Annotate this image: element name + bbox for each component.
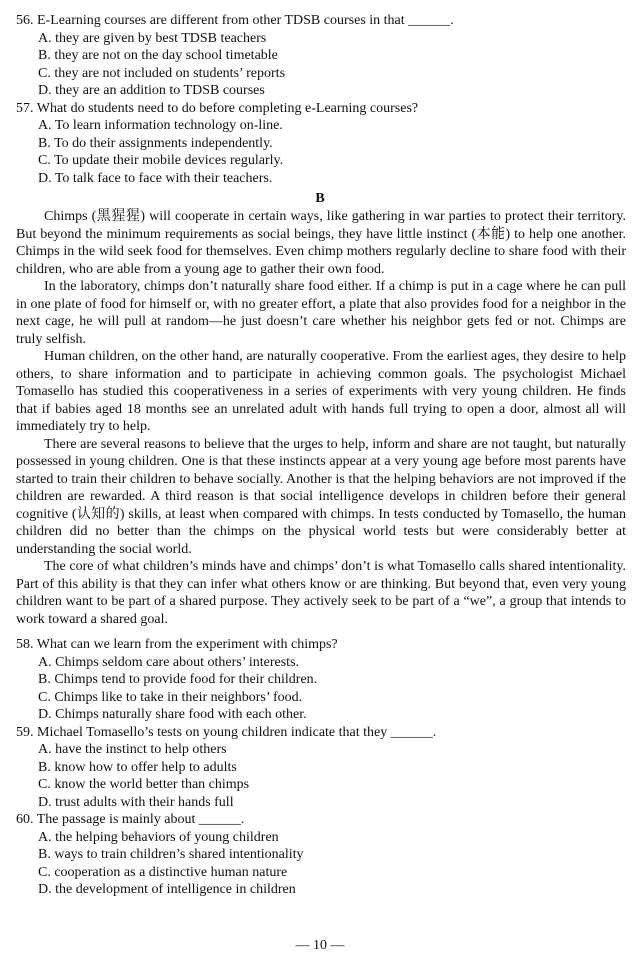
question-stem: 58. What can we learn from the experiment with chimps? bbox=[16, 637, 338, 652]
option-a: A. Chimps seldom care about others’ interests. bbox=[38, 654, 300, 670]
option-list bbox=[16, 741, 626, 811]
question-60 bbox=[16, 811, 626, 899]
passage-paragraph: In the laboratory, chimps don’t naturally share food either. If a chimp is put in a cage where he can pull in one plate of food for himself or, with no greater effort, a plate that also provides food for a neighbor in the next cage, he will pull at random—he just doesn’t care whether his neighbor gets fed or not. Chimps are truly selfish. bbox=[16, 279, 626, 347]
option-d: D. trust adults with their hands full bbox=[38, 794, 234, 810]
option-b: B. they are not on the day school timetable bbox=[38, 48, 278, 63]
question-stem: 59. Michael Tomasello’s tests on young children indicate that they ______. bbox=[16, 724, 437, 740]
option-c: C. cooperation as a distinctive human nature bbox=[38, 864, 288, 880]
section-heading: B bbox=[315, 191, 325, 206]
option-list bbox=[16, 654, 626, 724]
question-58 bbox=[16, 636, 626, 724]
option-a: A. they are given by best TDSB teachers bbox=[38, 30, 267, 46]
option-a: A. have the instinct to help others bbox=[38, 742, 227, 757]
option-a: A. To learn information technology on-line. bbox=[38, 118, 283, 133]
question-stem: 60. The passage is mainly about ______. bbox=[16, 812, 245, 827]
option-d: D. the development of intelligence in children bbox=[38, 882, 296, 897]
reading-passage bbox=[16, 208, 626, 628]
option-c: C. know the world better than chimps bbox=[38, 777, 250, 792]
passage-paragraph: Human children, on the other hand, are naturally cooperative. From the earliest ages, they desire to help others, to share information and to participate in achieving common goals. The psychologist Michael Tomasello has studied this cooperativeness in a series of experiments with very young children. He finds that if babies aged 18 months see an unrelated adult with hands full trying to open a door, almost all will immediately try to help. bbox=[16, 349, 626, 434]
question-stem: 56. E-Learning courses are different from other TDSB courses in that ______. bbox=[16, 13, 454, 28]
option-b: B. Chimps tend to provide food for their children. bbox=[38, 672, 318, 687]
option-c: C. Chimps like to take in their neighbors’ food. bbox=[38, 689, 303, 705]
option-d: D. To talk face to face with their teachers. bbox=[38, 170, 273, 186]
passage-paragraph: Chimps (黑猩猩) will cooperate in certain ways, like gathering in war parties to protect their territory. But beyond the minimum requirements as social beings, they have little instinct (本能) to help one another. Chimps in the wild seek food for themselves. Even chimp mothers regularly decline to share food with their children, who are able from a young age to gather their own food. bbox=[16, 209, 626, 277]
questions-58-60 bbox=[16, 636, 626, 899]
option-list bbox=[16, 829, 626, 899]
question-56 bbox=[16, 12, 626, 100]
option-b: B. ways to train children’s shared intentionality bbox=[38, 847, 304, 862]
passage-paragraph: There are several reasons to believe that the urges to help, inform and share are not taught, but naturally possessed in young children. One is that these instincts appear at a very young age before most parents have started to train their children to behave socially. Another is that the helping behaviors are not improved if the children are rewarded. A third reason is that social intelligence develops in children before their general cognitive (认知的) skills, at least when compared with chimps. In tests conducted by Tomasello, the human children did no better than the chimps on the physical world tests but were considerably better at understanding the social world. bbox=[16, 436, 626, 557]
option-c: C. To update their mobile devices regularly. bbox=[38, 153, 284, 168]
option-b: B. To do their assignments independently. bbox=[38, 135, 273, 151]
question-57 bbox=[16, 100, 626, 188]
option-d: D. Chimps naturally share food with each other. bbox=[38, 707, 307, 722]
questions-56-57 bbox=[16, 12, 626, 187]
option-c: C. they are not included on students’ reports bbox=[38, 65, 286, 81]
page-number: — 10 — bbox=[295, 938, 345, 953]
question-stem: 57. What do students need to do before completing e-Learning courses? bbox=[16, 100, 419, 116]
passage-paragraph: The core of what children’s minds have and chimps’ don’t is what Tomasello calls shared intentionality. Part of this ability is that they can infer what others know or are thinking. But beyond that, even very young children want to be part of a shared purpose. They actively seek to be part of a “we”, a group that intends to work toward a shared goal. bbox=[16, 559, 626, 627]
question-59 bbox=[16, 724, 626, 812]
option-list bbox=[16, 30, 626, 100]
option-d: D. they are an addition to TDSB courses bbox=[38, 83, 265, 98]
option-b: B. know how to offer help to adults bbox=[38, 759, 237, 775]
option-a: A. the helping behaviors of young children bbox=[38, 829, 279, 845]
option-list bbox=[16, 117, 626, 187]
